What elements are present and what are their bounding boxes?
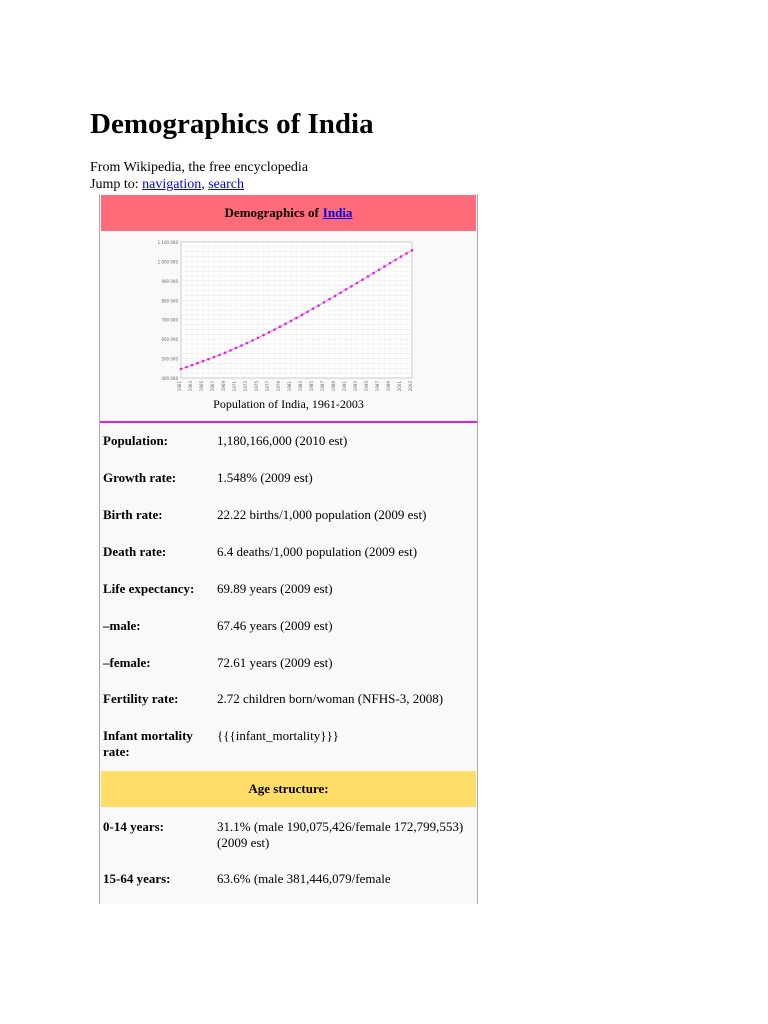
chart-x-tick-label: 2001 bbox=[397, 381, 402, 392]
infobox-header-text: Demographics of bbox=[224, 205, 319, 220]
chart-x-tick-label: 1977 bbox=[265, 381, 270, 392]
infobox-row-label: Infant mortality rate: bbox=[103, 728, 193, 759]
population-data-point bbox=[306, 310, 309, 313]
page-title: Demographics of India bbox=[90, 108, 374, 140]
age-structure-label: 0-14 years: bbox=[103, 819, 165, 834]
chart-y-tick-label: 900 000 bbox=[161, 278, 178, 284]
population-data-point bbox=[191, 364, 194, 367]
infobox-row-label: –female: bbox=[103, 655, 151, 670]
population-data-point bbox=[334, 295, 337, 298]
population-data-point bbox=[372, 272, 375, 275]
search-link[interactable]: search bbox=[208, 177, 244, 192]
infobox-row-label: Population: bbox=[103, 433, 169, 448]
population-data-point bbox=[312, 307, 315, 310]
india-link[interactable]: India bbox=[322, 205, 353, 220]
age-structure-value: 63.6% (male 381,446,079/female bbox=[217, 871, 391, 886]
chart-x-tick-label: 1995 bbox=[364, 381, 369, 392]
population-data-point bbox=[323, 301, 326, 304]
population-data-point bbox=[367, 275, 370, 278]
infobox-row-label: Birth rate: bbox=[103, 507, 163, 522]
infobox-divider bbox=[100, 421, 477, 423]
chart-y-tick-label: 400 000 bbox=[161, 376, 178, 381]
infobox-row-value: 2.72 children born/woman (NFHS-3, 2008) bbox=[217, 691, 444, 706]
infobox-row-value: {{{infant_mortality}}} bbox=[217, 728, 339, 743]
population-data-point bbox=[257, 336, 260, 339]
jump-to-label: Jump to: bbox=[90, 177, 143, 192]
chart-y-tick-label: 700 000 bbox=[161, 317, 178, 323]
population-data-point bbox=[394, 259, 397, 262]
chart-x-tick-label: 1975 bbox=[254, 381, 259, 392]
chart-x-tick-label: 1965 bbox=[199, 381, 204, 392]
population-data-point bbox=[185, 366, 188, 369]
population-data-point bbox=[389, 262, 392, 265]
population-data-point bbox=[383, 265, 386, 268]
population-data-point bbox=[284, 322, 287, 325]
population-data-point bbox=[202, 360, 205, 363]
chart-x-tick-label: 1991 bbox=[342, 381, 347, 392]
chart-x-tick-label: 1971 bbox=[232, 381, 237, 392]
population-data-point bbox=[235, 347, 238, 350]
population-data-point bbox=[317, 304, 320, 307]
infobox-row-label: Death rate: bbox=[103, 544, 167, 559]
population-data-point bbox=[218, 354, 221, 357]
population-data-point bbox=[268, 331, 271, 334]
population-chart bbox=[155, 240, 415, 398]
infobox-row-label: –male: bbox=[103, 618, 141, 633]
chart-x-tick-label: 1989 bbox=[331, 381, 336, 392]
population-data-point bbox=[180, 368, 183, 371]
chart-y-tick-label: 600 000 bbox=[161, 337, 178, 343]
infobox-header bbox=[101, 195, 476, 231]
population-data-point bbox=[356, 282, 359, 285]
chart-x-tick-label: 1985 bbox=[309, 381, 314, 392]
chart-y-tick-label: 1 000 000 bbox=[157, 259, 178, 265]
population-data-point bbox=[405, 252, 408, 255]
infobox-row-label: Life expectancy: bbox=[103, 581, 195, 596]
chart-x-tick-label: 1969 bbox=[221, 381, 226, 392]
population-data-point bbox=[290, 320, 293, 323]
navigation-link[interactable]: navigation bbox=[142, 177, 202, 192]
chart-x-tick-label: 1963 bbox=[188, 381, 193, 392]
jump-separator: , bbox=[201, 177, 209, 192]
population-data-point bbox=[361, 278, 364, 281]
age-structure-label: 15-64 years: bbox=[103, 871, 171, 886]
chart-x-tick-label: 2003 bbox=[408, 381, 413, 392]
jump-to-line bbox=[90, 177, 244, 193]
population-data-point bbox=[339, 291, 342, 294]
chart-x-tick-label: 1997 bbox=[375, 381, 380, 392]
population-data-point bbox=[411, 249, 414, 252]
population-data-point bbox=[345, 288, 348, 291]
population-data-point bbox=[196, 362, 199, 365]
chart-x-tick-label: 1993 bbox=[353, 381, 358, 392]
population-data-point bbox=[213, 356, 216, 359]
chart-y-tick-label: 800 000 bbox=[161, 298, 178, 304]
population-data-point bbox=[229, 349, 232, 352]
demographics-infobox bbox=[99, 194, 478, 904]
infobox-row-value: 1,180,166,000 (2010 est) bbox=[217, 433, 348, 448]
population-data-point bbox=[295, 317, 298, 320]
population-data-point bbox=[273, 328, 276, 331]
chart-y-tick-label: 1 100 000 bbox=[157, 240, 178, 245]
infobox-row-value: 6.4 deaths/1,000 population (2009 est) bbox=[217, 544, 418, 559]
chart-x-tick-label: 1961 bbox=[177, 381, 182, 392]
population-data-point bbox=[350, 285, 353, 288]
population-data-point bbox=[251, 339, 254, 342]
population-data-point bbox=[207, 358, 210, 361]
population-chart-svg bbox=[155, 240, 415, 398]
chart-caption: Population of India, 1961-2003 bbox=[213, 397, 364, 411]
chart-x-tick-label: 1967 bbox=[210, 381, 215, 392]
chart-x-tick-label: 1999 bbox=[386, 381, 391, 392]
chart-x-tick-label: 1973 bbox=[243, 381, 248, 392]
from-wikipedia-line: From Wikipedia, the free encyclopedia bbox=[90, 160, 309, 175]
chart-x-tick-label: 1981 bbox=[287, 381, 292, 392]
chart-x-tick-label: 1983 bbox=[298, 381, 303, 392]
age-structure-header: Age structure: bbox=[101, 771, 476, 807]
infobox-row-value: 1.548% (2009 est) bbox=[217, 470, 313, 485]
population-data-point bbox=[378, 268, 381, 271]
infobox-row-label: Growth rate: bbox=[103, 470, 177, 485]
chart-x-tick-label: 1979 bbox=[276, 381, 281, 392]
population-data-point bbox=[240, 344, 243, 347]
population-data-point bbox=[279, 325, 282, 328]
infobox-row-value: 72.61 years (2009 est) bbox=[217, 655, 333, 670]
population-data-point bbox=[301, 314, 304, 317]
population-data-point bbox=[328, 298, 331, 301]
infobox-row-value: 69.89 years (2009 est) bbox=[217, 581, 333, 596]
infobox-row-value: 67.46 years (2009 est) bbox=[217, 618, 333, 633]
chart-y-tick-label: 500 000 bbox=[161, 356, 178, 362]
infobox-row-label: Fertility rate: bbox=[103, 691, 179, 706]
population-data-point bbox=[400, 255, 403, 258]
age-structure-value: 31.1% (male 190,075,426/female 172,799,553) (2009 est) bbox=[217, 819, 464, 850]
population-data-point bbox=[262, 334, 265, 337]
infobox-row-value: 22.22 births/1,000 population (2009 est) bbox=[217, 507, 427, 522]
chart-x-tick-label: 1987 bbox=[320, 381, 325, 392]
population-data-point bbox=[246, 342, 249, 345]
population-data-point bbox=[224, 351, 227, 354]
